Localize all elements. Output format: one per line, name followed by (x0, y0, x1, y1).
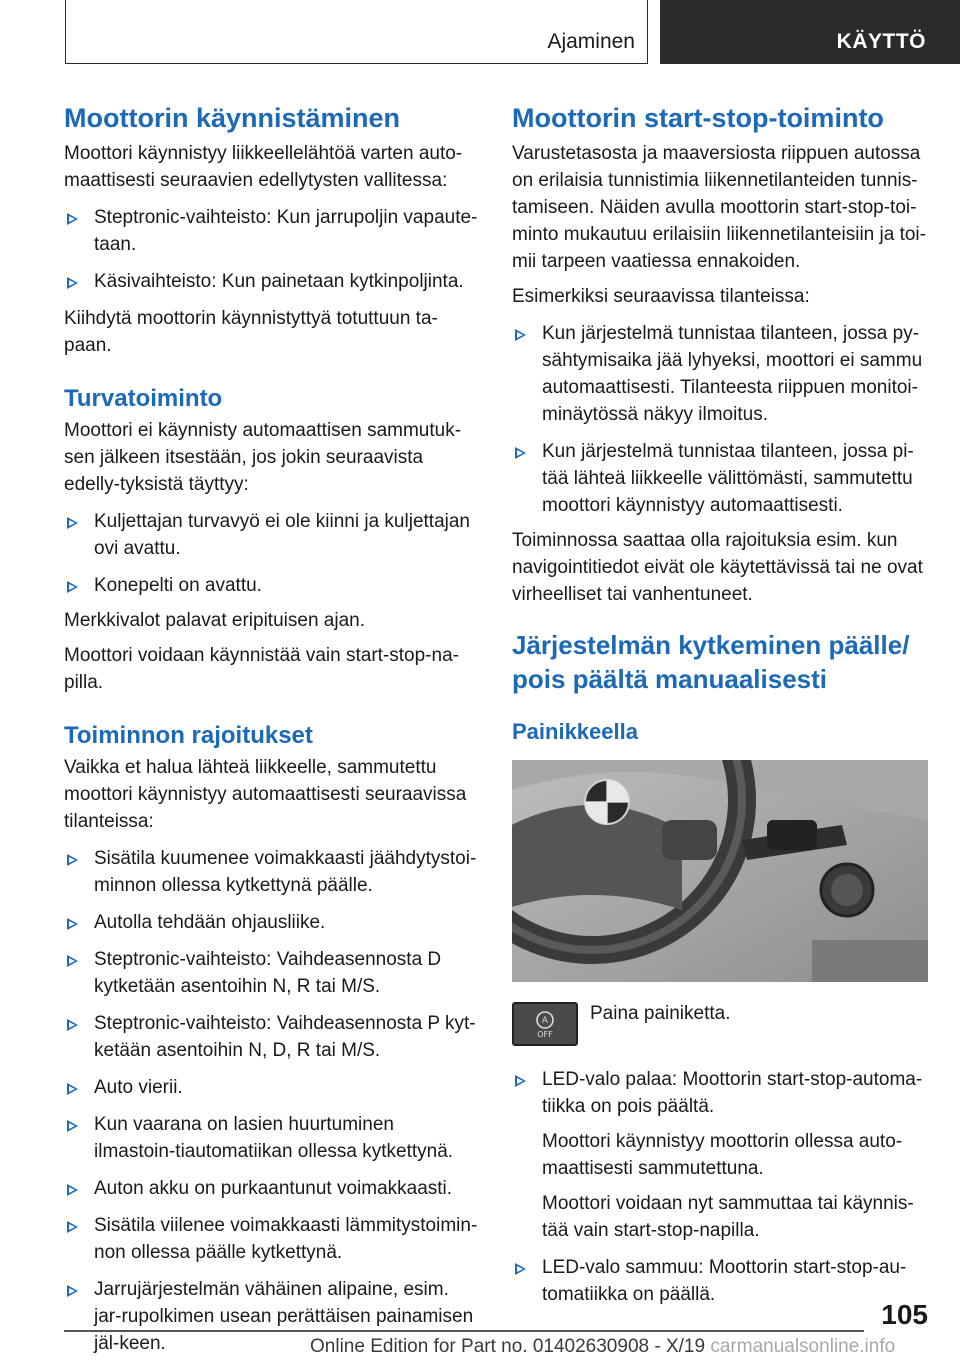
header-chapter-box (660, 0, 960, 64)
list-item: Auton akku on purkaantunut voimakkaasti. (64, 1175, 480, 1202)
heading-engine-start: Moottorin käynnistäminen (64, 103, 401, 133)
list-start-stop-situations (512, 320, 928, 519)
paragraph-led-on-detail-1: Moottori käynnistyy moottorin ollessa auto-maattisesti sammutettuna. (542, 1131, 903, 1179)
triangle-bullet-icon (67, 1083, 78, 1095)
heading-start-stop: Moottorin start-stop-toiminto (512, 103, 884, 133)
heading-safety-function: Turvatoiminto (64, 385, 223, 412)
list-item: Steptronic-vaihteisto: Vaihdeasennosta D kytketään asentoihin N, R tai M/S. (64, 946, 480, 1000)
list-item: Kun järjestelmä tunnistaa tilanteen, jossa py-sähtymisaika jää lyhyeksi, moottori ei sammu automaattisesti. Tilanteesta riippuen monitoi-minäytössä näkyy ilmoitus. (512, 320, 928, 428)
paragraph-manual-start: Moottori voidaan käynnistää vain start-stop-na-pilla. (64, 645, 459, 693)
paragraph-indicator-lights: Merkkivalot palavat eripituisen ajan. (64, 610, 365, 631)
paragraph-examples: Esimerkiksi seuraavissa tilanteissa: (512, 286, 810, 307)
heading-with-button: Painikkeella (512, 719, 638, 744)
paragraph-press-button: Paina painiketta. (590, 1003, 731, 1024)
list-item: LED-valo sammuu: Moottorin start-stop-au-tomatiikka on päällä. (512, 1254, 928, 1308)
list-item: Steptronic-vaihteisto: Vaihdeasennosta P kyt-ketään asentoihin N, D, R tai M/S. (64, 1010, 480, 1064)
list-item: Sisätila viilenee voimakkaasti lämmitystoimin-non ollessa päälle kytkettynä. (64, 1212, 480, 1266)
triangle-bullet-icon (67, 1221, 78, 1233)
list-limit-conditions (64, 845, 480, 1357)
icon-off-label: OFF (537, 1030, 553, 1039)
triangle-bullet-icon (67, 277, 78, 289)
svg-text:A: A (541, 1016, 549, 1026)
paragraph-restrictions: Toiminnossa saattaa olla rajoituksia esim. kun navigointitiedot eivät ole käytettävissä tai ne ovat virheelliset tai vanhentuneet. (512, 530, 923, 605)
right-column (512, 102, 928, 1308)
button-instruction-row (512, 1002, 928, 1046)
footer-edition (310, 1336, 895, 1358)
list-item: Jarrujärjestelmän vähäinen alipaine, esim. jar-rupolkimen usean perättäisen painamisen jäl-keen. (64, 1276, 480, 1357)
triangle-bullet-icon (67, 1019, 78, 1031)
list-start-conditions (64, 204, 480, 295)
heading-function-limits: Toiminnon rajoitukset (64, 722, 313, 749)
list-item: Kuljettajan turvavyö ei ole kiinni ja kuljettajan ovi avattu. (64, 508, 480, 562)
list-item: Sisätila kuumenee voimakkaasti jäähdytystoi-minnon ollessa kytkettynä päälle. (64, 845, 480, 899)
triangle-bullet-icon (67, 1285, 78, 1297)
list-item: Steptronic-vaihteisto: Kun jarrupoljin vapaute-taan. (64, 204, 480, 258)
triangle-bullet-icon (67, 918, 78, 930)
triangle-bullet-icon (515, 1263, 526, 1275)
triangle-bullet-icon (67, 1120, 78, 1132)
paragraph-start-stop: Varustetasosta ja maaversiosta riippuen autossa on erilaisia tunnistimia liikennetilanteiden tunnis-tamiseen. Näiden avulla moottorin start-stop-toi-minto mukautuu erilaisiin liikennetilanteisiin ja toi-mii tarpeen vaatiessa ennakoiden. (512, 143, 926, 272)
paragraph-accelerate: Kiihdytä moottorin käynnistyttyä totuttuun ta-paan. (64, 308, 438, 356)
left-column (64, 102, 480, 1357)
list-item: Auto vierii. (64, 1074, 480, 1101)
footer-watermark: carmanualsonline.info (710, 1336, 896, 1357)
paragraph-led-on-detail-2: Moottori voidaan nyt sammuttaa tai käynnis-tää vain start-stop-napilla. (542, 1193, 914, 1241)
list-item: Autolla tehdään ohjausliike. (64, 909, 480, 936)
triangle-bullet-icon (67, 213, 78, 225)
list-safety-conditions (64, 508, 480, 599)
header-chapter-title: KÄYTTÖ (836, 30, 926, 53)
paragraph-engine-start: Moottori käynnistyy liikkeellelähtöä varten auto-maattisesti seuraavien edellytysten vallitessa: (64, 143, 463, 191)
footer-edition-text: Online Edition for Part no. 01402630908 - X/19 (310, 1336, 706, 1357)
list-item: LED-valo palaa: Moottorin start-stop-automa-tiikka on pois päältä. Moottori käynnistyy moottorin ollessa auto-maattisesti sammutettuna. Moottori voidaan nyt sammuttaa tai käynnis-tää vain start-stop-napilla. (512, 1066, 928, 1244)
footer-divider (64, 1330, 864, 1332)
header-section-title: Ajaminen (547, 30, 635, 53)
steering-wheel-photo (512, 760, 928, 982)
triangle-bullet-icon (67, 955, 78, 967)
paragraph-safety: Moottori ei käynnisty automaattisen sammutuk-sen jälkeen itsestään, jos jokin seuraavista edelly-tyksistä täyttyy: (64, 420, 462, 495)
paragraph-limits: Vaikka et halua lähteä liikkeelle, sammutettu moottori käynnistyy automaattisesti seuraavissa tilanteissa: (64, 757, 467, 832)
page-number: 105 (881, 1299, 928, 1330)
list-item: Kun vaarana on lasien huurtuminen ilmastoin-tiautomatiikan ollessa kytkettynä. (64, 1111, 480, 1165)
triangle-bullet-icon (67, 581, 78, 593)
triangle-bullet-icon (67, 1184, 78, 1196)
triangle-bullet-icon (515, 447, 526, 459)
list-item: Kun järjestelmä tunnistaa tilanteen, jossa pi-tää lähteä liikkeelle välittömästi, sammutettu moottori käynnistyy automaattisesti. (512, 438, 928, 519)
header-section-box (65, 0, 648, 64)
triangle-bullet-icon (67, 854, 78, 866)
list-item: Käsivaihteisto: Kun painetaan kytkinpoljinta. (64, 268, 480, 295)
steering-wheel-illustration (512, 760, 928, 982)
auto-start-stop-off-button-icon (512, 1002, 578, 1046)
triangle-bullet-icon (515, 329, 526, 341)
heading-manual-toggle: Järjestelmän kytkeminen päälle/ pois päältä manuaalisesti (512, 630, 910, 694)
list-item: Konepelti on avattu. (64, 572, 480, 599)
triangle-bullet-icon (67, 517, 78, 529)
triangle-bullet-icon (515, 1075, 526, 1087)
list-led-states (512, 1066, 928, 1308)
